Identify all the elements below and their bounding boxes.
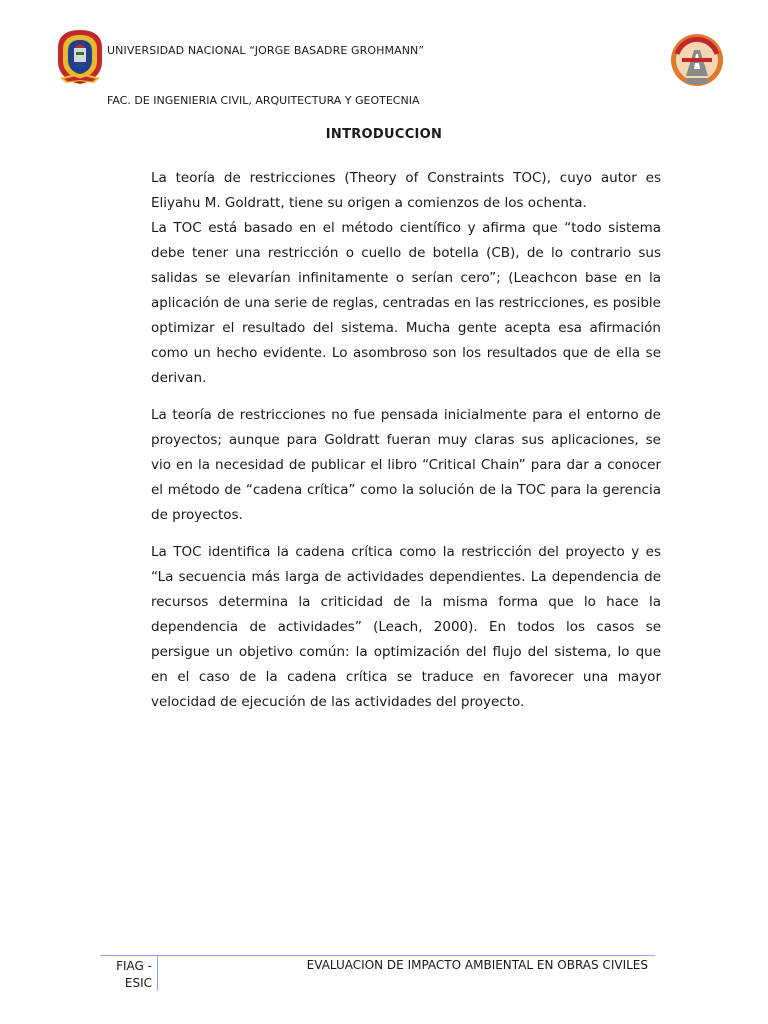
footer-divider xyxy=(157,956,158,991)
paragraph: La teoría de restricciones (Theory of Constraints TOC), cuyo autor es Eliyahu M. Goldratt, tiene su origen a comienzos de los ochenta. xyxy=(151,170,661,211)
ingenieria-civil-logo-icon xyxy=(668,32,726,88)
paragraph: La TOC está basado en el método científico y afirma que “todo sistema debe tener una restricción o cuello de botella (CB), de lo contrario sus salidas se elevarían infinitamente o serían cero”; (Leachcon base en la aplicación de una serie de reglas, centradas en las restricciones, es posible optimizar el resultado del sistema. Mucha gente acepta esa afirmación como un hecho evidente. Lo asombroso son los resultados que de ella se derivan. xyxy=(151,220,661,386)
header-university-name: UNIVERSIDAD NACIONAL “JORGE BASADRE GROHMANN” xyxy=(107,44,425,57)
footer-rule xyxy=(100,955,655,956)
paragraph: La teoría de restricciones no fue pensada inicialmente para el entorno de proyectos; aunque para Goldratt fueran muy claras sus aplicaciones, se vio en la necesidad de publicar el libro “Critical Chain” para dar a conocer el método de “cadena crítica” como la solución de la TOC para la gerencia de proyectos. xyxy=(151,407,661,523)
footer-left-label xyxy=(100,958,152,992)
footer-left-line2: ESIC xyxy=(124,976,152,990)
footer-document-title: EVALUACION DE IMPACTO AMBIENTAL EN OBRAS CIVILES xyxy=(306,958,648,972)
header-faculty-name: FAC. DE INGENIERIA CIVIL, ARQUITECTURA Y GEOTECNIA xyxy=(107,94,420,107)
document-body xyxy=(151,166,661,715)
page-title: INTRODUCCION xyxy=(325,127,443,142)
paragraph: La TOC identifica la cadena crítica como la restricción del proyecto y es “La secuencia más larga de actividades dependientes. La dependencia de recursos determina la criticidad de la misma forma que lo hace la dependencia de actividades” (Leach, 2000). En todos los casos se persigue un objetivo común: la optimización del flujo del sistema, lo que en el caso de la cadena crítica se traduce en favorecer una mayor velocidad de ejecución de las actividades del proyecto. xyxy=(151,544,661,710)
footer-left-line1: FIAG - xyxy=(116,959,152,973)
university-crest-icon xyxy=(54,28,106,86)
